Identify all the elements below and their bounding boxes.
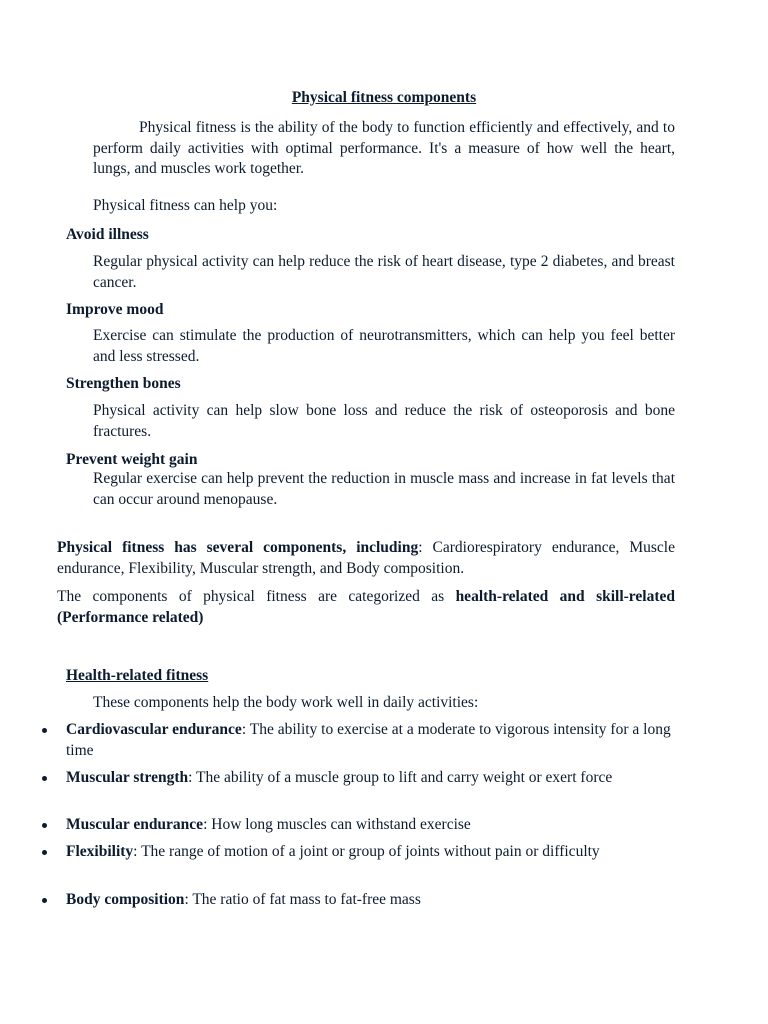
bullet-icon	[42, 823, 47, 828]
list-item-text	[66, 842, 678, 863]
categories-bold: health-related and skill-related (Performance related)	[57, 588, 675, 626]
list-item-text	[66, 815, 678, 836]
intro-paragraph: Physical fitness is the ability of the body to function efficiently and effectively, and to perform daily activities with optimal performance. It's a measure of how well the heart, lungs, and muscles work together.	[93, 119, 675, 177]
health-related-intro: These components help the body work well in daily activities:	[93, 694, 479, 711]
list-item-term: Flexibility	[66, 843, 134, 860]
benefit-heading-improve-mood: Improve mood	[66, 301, 164, 318]
bullet-icon	[42, 776, 47, 781]
list-item-text	[66, 720, 678, 761]
can-help-line: Physical fitness can help you:	[93, 197, 278, 214]
benefit-body-prevent-weight-gain: Regular exercise can help prevent the reduction in muscle mass and increase in fat levels that can occur around menopause.	[93, 470, 675, 508]
categories-prefix: The components of physical fitness are categorized as	[57, 588, 456, 605]
components-bold: Physical fitness has several components, including	[57, 539, 419, 556]
health-related-title: Health-related fitness	[66, 667, 209, 684]
categories-paragraph	[57, 587, 675, 628]
list-item-term: Muscular endurance	[66, 816, 204, 833]
document-title: Physical fitness components	[291, 89, 477, 106]
benefit-heading-strengthen-bones: Strengthen bones	[66, 375, 181, 392]
benefit-body-avoid-illness: Regular physical activity can help reduce the risk of heart disease, type 2 diabetes, and breast cancer.	[93, 253, 675, 291]
list-item-term: Body composition	[66, 891, 185, 908]
list-item-text	[66, 890, 678, 911]
list-item-term: Cardiovascular endurance	[66, 721, 242, 738]
list-item-term: Muscular strength	[66, 769, 189, 786]
benefit-body-improve-mood: Exercise can stimulate the production of neurotransmitters, which can help you feel better and less stressed.	[93, 327, 675, 365]
benefit-heading-avoid-illness: Avoid illness	[66, 226, 149, 243]
bullet-icon	[42, 728, 47, 733]
list-item-desc: : How long muscles can withstand exercise	[203, 816, 471, 833]
components-paragraph	[57, 538, 675, 579]
bullet-icon	[42, 898, 47, 903]
list-item-desc: : The ability to exercise at a moderate to vigorous intensity for a long time	[66, 721, 671, 759]
list-item-desc: : The ratio of fat mass to fat-free mass	[184, 891, 421, 908]
benefit-heading-prevent-weight-gain: Prevent weight gain	[66, 451, 198, 468]
components-rest: : Cardiorespiratory endurance, Muscle endurance, Flexibility, Muscular strength, and Body composition.	[57, 539, 675, 577]
benefit-body-strengthen-bones: Physical activity can help slow bone loss and reduce the risk of osteoporosis and bone fractures.	[93, 402, 675, 440]
list-item-text	[66, 768, 678, 789]
list-item-desc: : The ability of a muscle group to lift and carry weight or exert force	[188, 769, 613, 786]
list-item-desc: : The range of motion of a joint or group of joints without pain or difficulty	[133, 843, 600, 860]
bullet-icon	[42, 850, 47, 855]
